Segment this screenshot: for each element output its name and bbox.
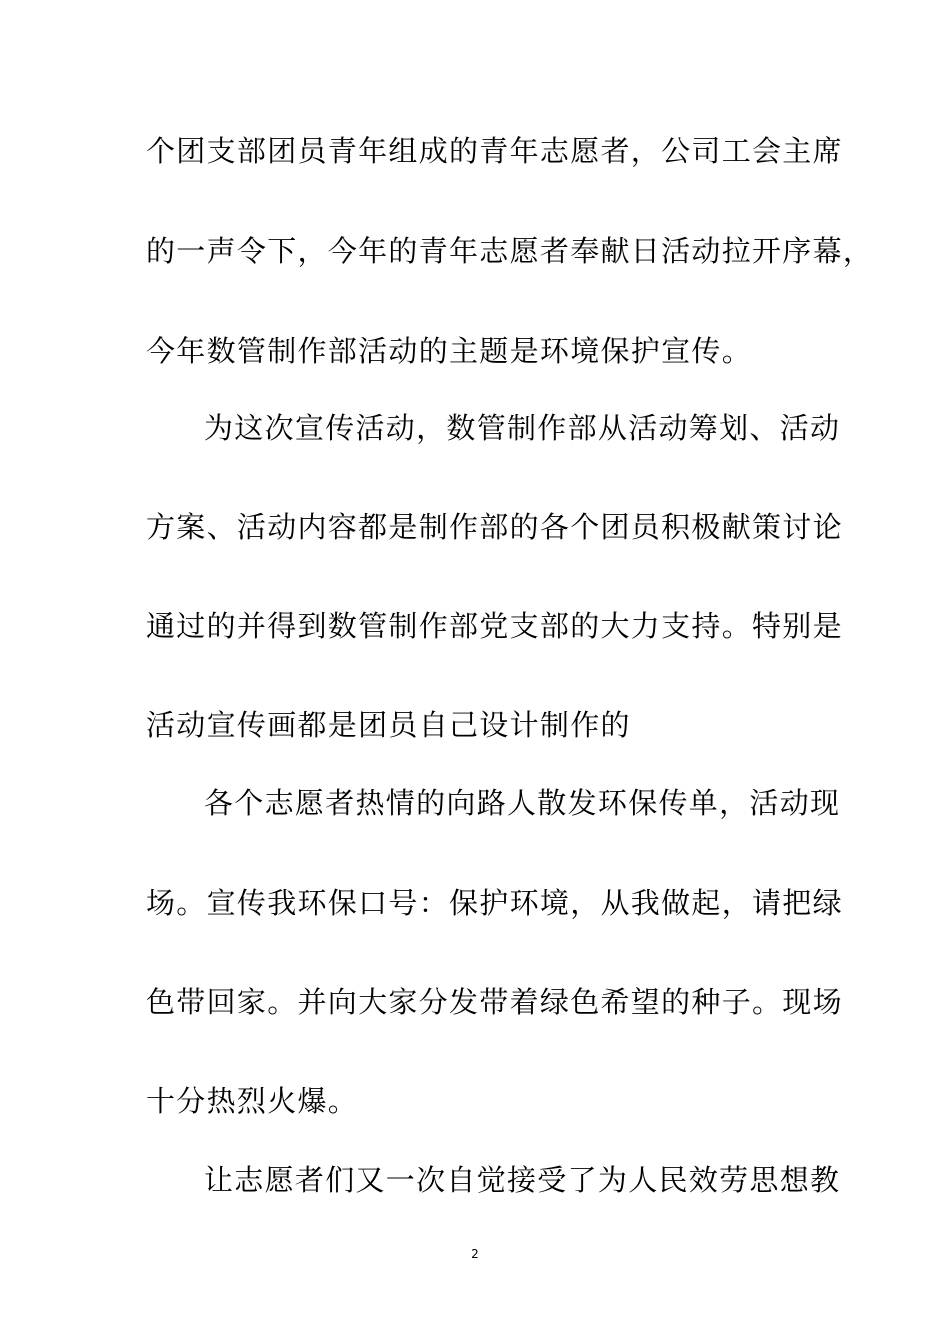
text-line: 十分热烈火爆。: [146, 1084, 359, 1118]
text-line: 今年数管制作部活动的主题是环境保护宣传。: [146, 334, 753, 368]
text-line: 方案、活动内容都是制作部的各个团员积极献策讨论: [146, 510, 843, 544]
text-line: 通过的并得到数管制作部党支部的大力支持。特别是: [146, 609, 843, 643]
text-line: 个团支部团员青年组成的青年志愿者，公司工会主席: [146, 134, 843, 168]
text-line: 色带回家。并向大家分发带着绿色希望的种子。现场: [146, 985, 843, 1019]
text-line: 场。宣传我环保口号：保护环境，从我做起，请把绿: [146, 886, 843, 920]
paragraph-start-line: 让志愿者们又一次自觉接受了为人民效劳思想教: [204, 1163, 841, 1197]
paragraph-start-line: 为这次宣传活动，数管制作部从活动筹划、活动: [204, 411, 841, 445]
text-line: 活动宣传画都是团员自己设计制作的: [146, 708, 631, 742]
text-line: 的一声令下，今年的青年志愿者奉献日活动拉开序幕，: [146, 234, 874, 268]
page-number: 2: [471, 1247, 479, 1261]
paragraph-start-line: 各个志愿者热情的向路人散发环保传单，活动现: [204, 786, 841, 820]
